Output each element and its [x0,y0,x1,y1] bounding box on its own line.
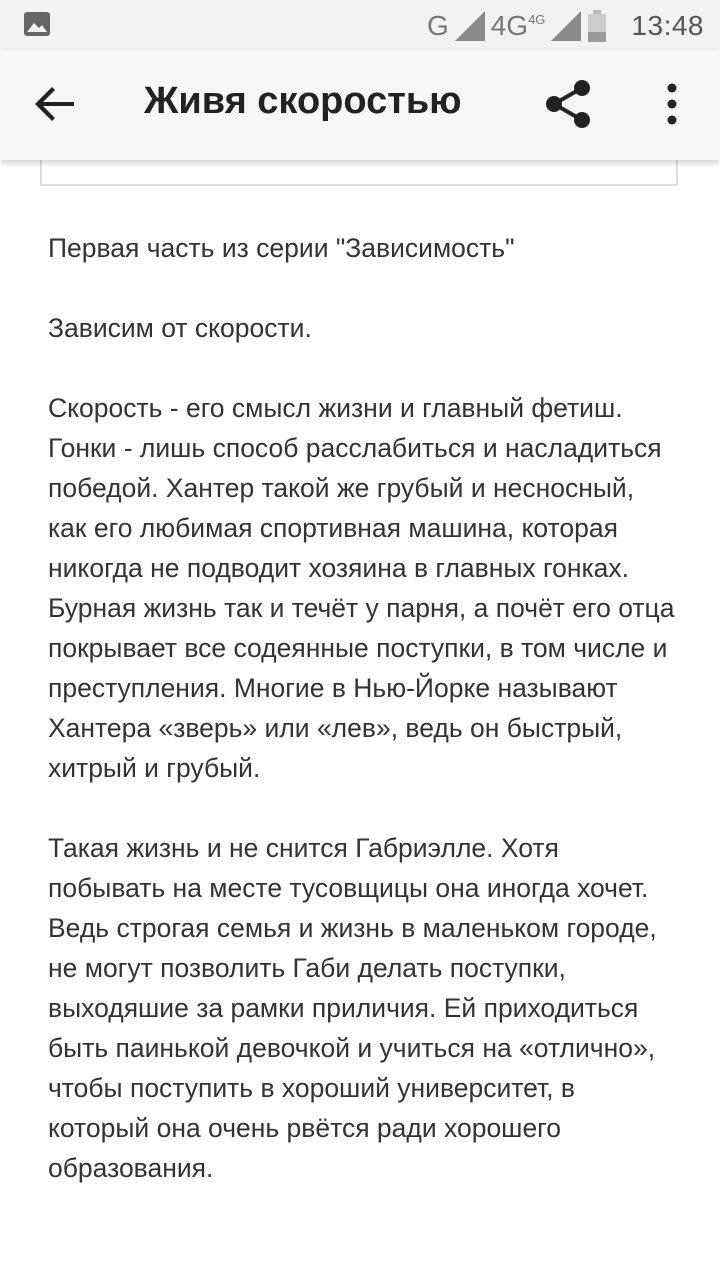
more-vert-icon[interactable] [656,80,688,128]
paragraph: Первая часть из серии "Зависимость" [48,233,515,263]
paragraph: Такая жизнь и не снится Габриэлле. Хотя побывать на месте тусовщицы она иногда хочет. Ведь строгая семья и жизнь в маленьком городе, не могут позволить Габи делать поступки, выходяшие за рамки приличия. Ей приходиться быть паинькой девочкой и учиться на «отлично», чтобы поступить в хороший университет, в который она очень рвётся ради хорошего образования. [48,833,657,1183]
app-bar [0,50,720,160]
network-type-label: G [426,10,449,41]
network-type-label-2: $4G^{4G}$ [490,10,546,41]
signal-icon [455,11,485,41]
page-title: Живя скоростью [144,80,462,122]
cover-frame [40,160,678,186]
status-bar [0,0,720,50]
description-text [48,228,678,1228]
content-area[interactable] [0,160,720,1280]
gallery-icon [24,12,50,36]
clock: 13:48 [631,10,704,41]
paragraph: Скорость - его смысл жизни и главный фетиш. Гонки - лишь способ расслабиться и насладиться победой. Хантер такой же грубый и несносный, как его любимая спортивная машина, которая никогда не подводит хозяина в главных гонках. Бурная жизнь так и течёт у парня, а почёт его отца покрывает все содеянные поступки, в том числе и преступления. Многие в Нью-Йорке называют Хантера «зверь» или «лев», ведь он быстрый, хитрый и грубый. [48,393,675,783]
battery-icon [587,10,607,42]
back-arrow-icon[interactable] [34,82,78,126]
signal-icon [551,11,581,41]
paragraph: Зависим от скорости. [48,313,312,343]
share-icon[interactable] [542,78,594,130]
